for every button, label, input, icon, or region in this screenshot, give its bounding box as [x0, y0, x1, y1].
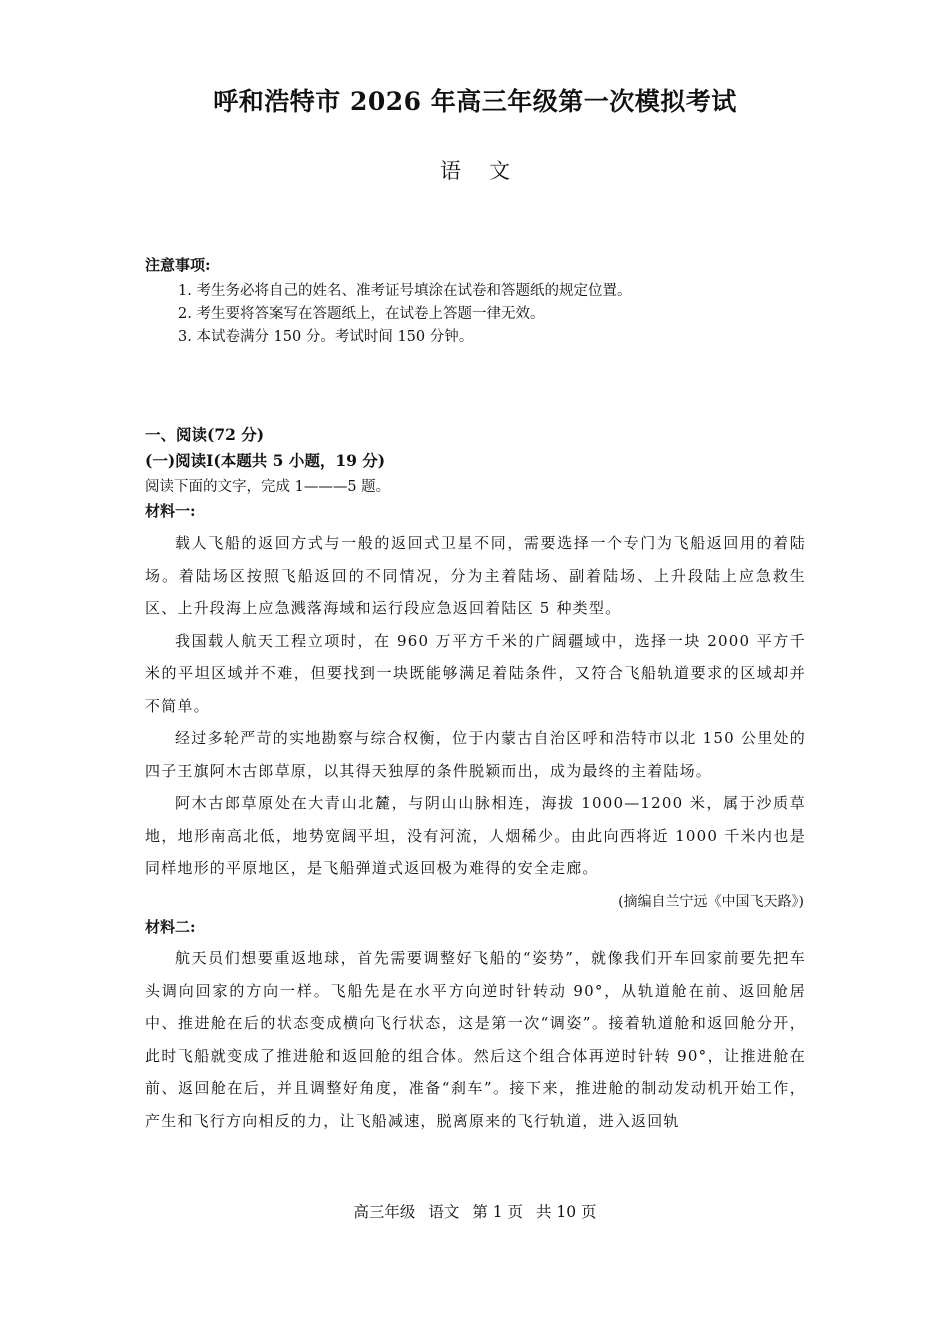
material-one-label: 材料一: — [145, 502, 196, 520]
section-heading: 一、阅读(72 分) — [145, 425, 265, 444]
footer-total-pages: 共 10 页 — [535, 1203, 597, 1221]
page-footer — [0, 1200, 950, 1222]
footer-page-number: 第 1 页 — [472, 1203, 524, 1221]
subject-title: 语文 — [440, 159, 538, 183]
material-one-paragraph: 经过多轮严苛的实地勘察与综合权衡，位于内蒙古自治区呼和浩特市以北 150 公里处的四子王旗阿木古郎草原，以其得天独厚的条件脱颖而出，成为最终的主着陆场。 — [145, 729, 806, 780]
notice-heading: 注意事项: — [145, 256, 211, 274]
notice-item-2: 2. 考生要将答案写在答题纸上，在试卷上答题一律无效。 — [178, 306, 545, 322]
material-one-paragraph: 我国载人航天工程立项时，在 960 万平方千米的广阔疆域中，选择一块 2000 平方千米的平坦区域并不难，但要找到一块既能够满足着陆条件，又符合飞船轨道要求的区域却并不简单。 — [145, 631, 806, 715]
material-one-paragraph: 载人飞船的返回方式与一般的返回式卫星不同，需要选择一个专门为飞船返回用的着陆场。着陆场区按照飞船返回的不同情况，分为主着陆场、副着陆场、上升段陆上应急救生区、上升段海上应急溅落海域和运行段应急返回着陆区 5 种类型。 — [145, 534, 806, 617]
exam-title: 呼和浩特市 2026 年高三年级第一次模拟考试 — [213, 87, 737, 116]
material-two-label: 材料二: — [145, 918, 196, 936]
material-two-body — [145, 942, 806, 1137]
material-two-paragraph: 航天员们想要重返地球，首先需要调整好飞船的“姿势”，就像我们开车回家前要先把车头调向回家的方向一样。飞船先是在水平方向逆时针转动 90°，从轨道舱在前、返回舱居中、推进舱在后的状态变成横向飞行状态，这是第一次“调姿”。接着轨道舱和返回舱分开，此时飞船就变成了推进舱和返回舱的组合体。然后这个组合体再逆时针转 90°，让推进舱在前、返回舱在后，并且调整好角度，准备“刹车”。接下来，推进舱的制动发动机开始工作，产生和飞行方向相反的力，让飞船减速，脱离原来的飞行轨道，进入返回轨 — [145, 949, 806, 1130]
footer-grade: 高三年级 — [353, 1203, 416, 1221]
notice-item-1: 1. 考生务必将自己的姓名、准考证号填涂在试卷和答题纸的规定位置。 — [178, 283, 632, 299]
notice-item-3: 3. 本试卷满分 150 分。考试时间 150 分钟。 — [178, 329, 474, 345]
reading-instruction: 阅读下面的文字，完成 1———5 题。 — [145, 479, 391, 495]
material-one-source: (摘编自兰宁远《中国飞天路》) — [618, 894, 804, 910]
footer-subject: 语文 — [428, 1203, 460, 1221]
material-one-body — [145, 527, 806, 885]
material-one-paragraph: 阿木古郎草原处在大青山北麓，与阴山山脉相连，海拔 1000—1200 米，属于沙质草地，地形南高北低，地势宽阔平坦，没有河流，人烟稀少。由此向西将近 1000 千米内也是同样地形的平原地区，是飞船弹道式返回极为难得的安全走廊。 — [145, 794, 806, 877]
subsection-heading: (一)阅读Ⅰ(本题共 5 小题，19 分) — [145, 451, 386, 470]
